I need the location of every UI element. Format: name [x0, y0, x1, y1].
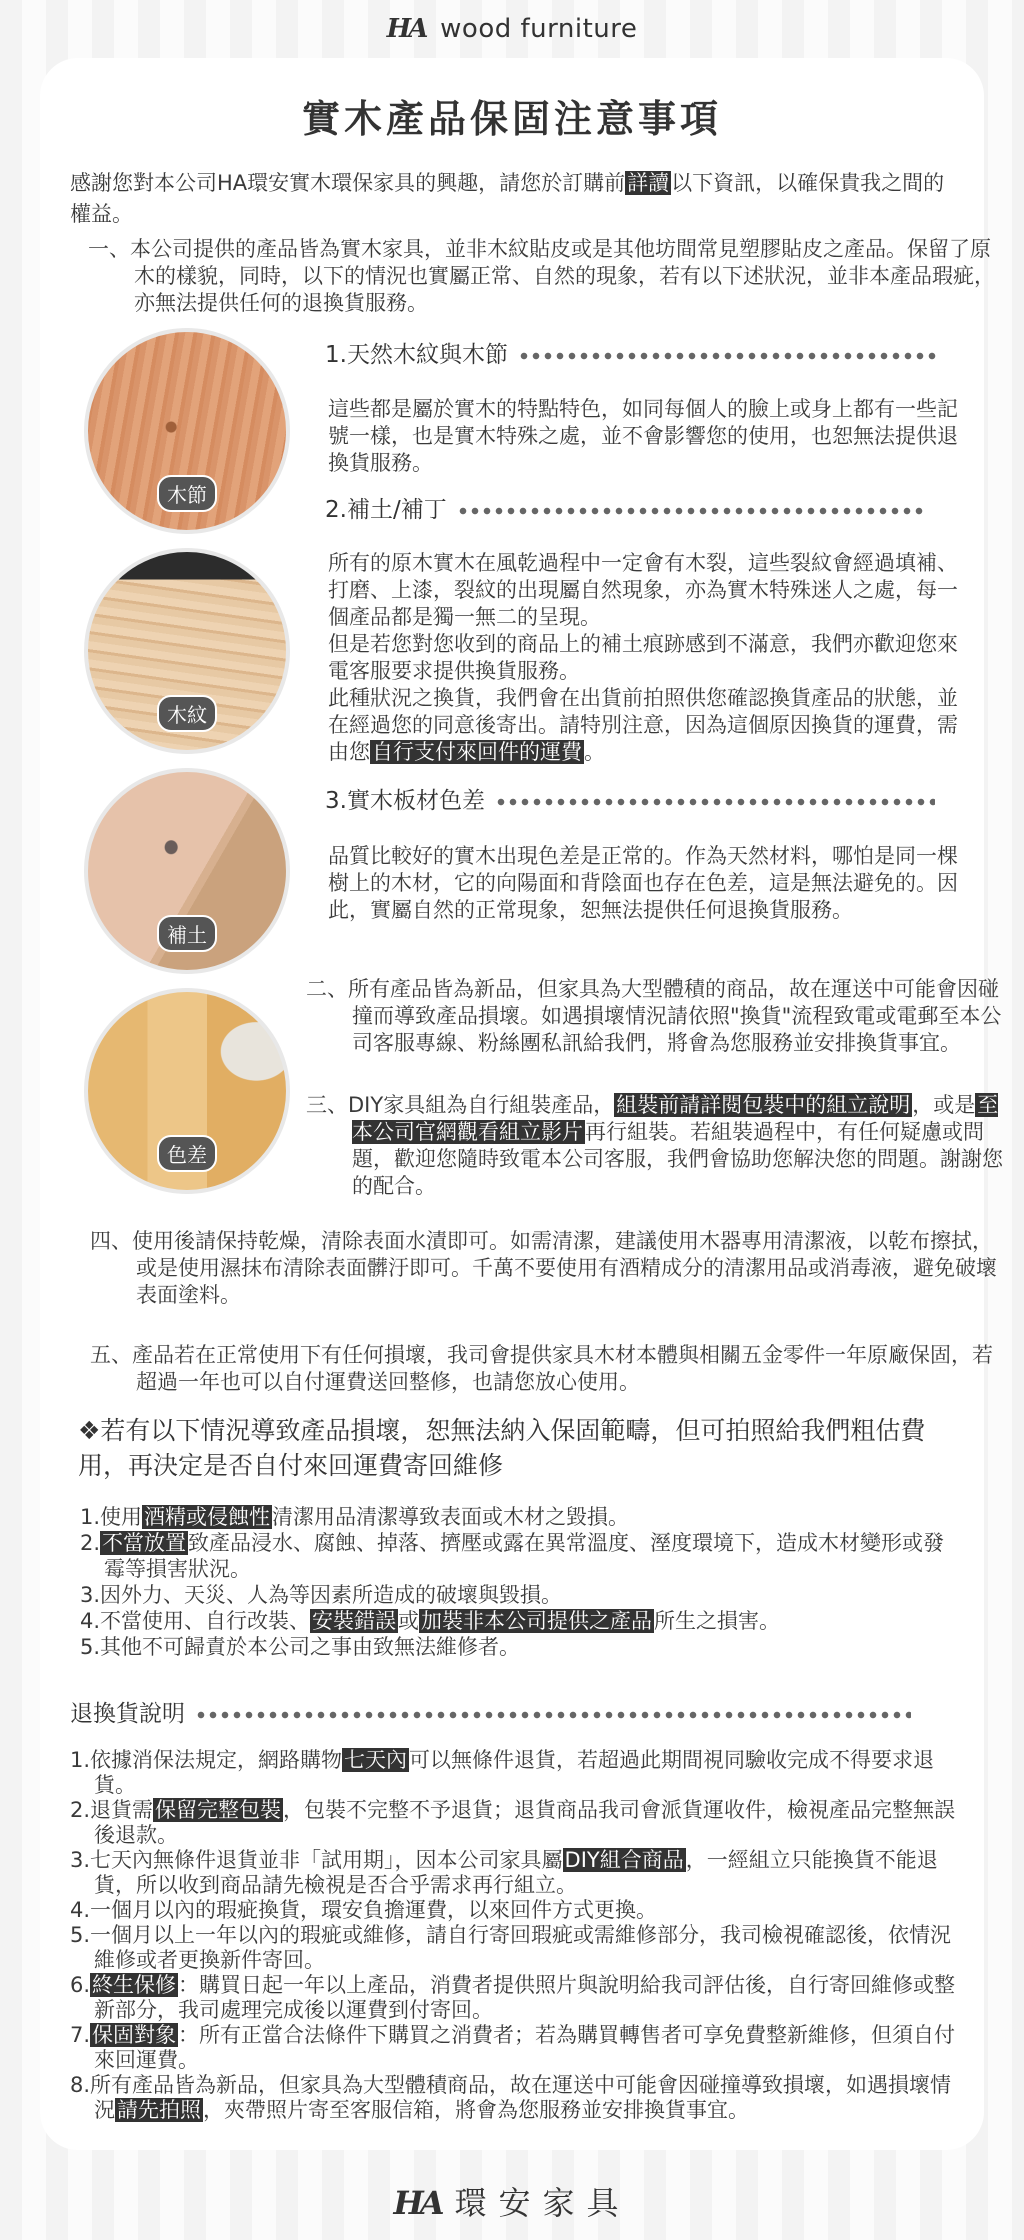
item-text: 所生之損害。	[654, 1609, 781, 1633]
section-3	[306, 1092, 1004, 1200]
list-item	[80, 1530, 960, 1582]
photo-label-grain: 木紋	[157, 695, 217, 732]
returns-heading	[70, 1695, 911, 1728]
wood-knot-photo	[84, 328, 290, 534]
section-5: 五、產品若在正常使用下有任何損壞，我司會提供家具木材本體與相關五金零件一年原廠保固，若超過一年也可以自付運費送回整修，也請您放心使用。	[90, 1343, 993, 1394]
intro-text-end: 以下資訊，以確保貴我之間的權益。	[70, 171, 945, 226]
section-4: 四、使用後請保持乾燥，清除表面水漬即可。如需清潔，建議使用木器專用清潔液，以乾布擦拭，或是使用濕抹布清除表面髒汙即可。千萬不要使用有酒精成分的清潔用品或消毒液，避免破壞表面塗料。	[90, 1229, 997, 1307]
intro-text: 感謝您對本公司HA環安實木環保家具的興趣，請您於訂購前	[70, 171, 626, 195]
exclusion-list	[80, 1504, 960, 1660]
brand-footer	[0, 2178, 1024, 2224]
assembly-video-highlight: 至本公司官網觀看組立影片	[352, 1093, 999, 1144]
item-text: 可以無條件退貨，若超過此期間視同驗收完成不得要求退貨。	[94, 1748, 935, 1797]
diy-highlight: DIY組合商品	[564, 1848, 684, 1872]
sub-2-body	[328, 550, 958, 766]
item-text: 或	[398, 1609, 420, 1633]
sub-2-text-1: 所有的原木實木在風乾過程中一定會有木裂，這些裂紋會經過填補、打磨、上漆，裂紋的出現屬自然現象，亦為實木特殊迷人之處，每一個產品都是獨一無二的呈現。	[328, 551, 958, 629]
intro-highlight: 詳讀	[627, 171, 670, 195]
page-title: 實木產品保固注意事項	[301, 97, 722, 141]
list-item	[80, 1608, 960, 1634]
list-item: 4.一個月以內的瑕疵換貨，環安負擔運費，以來回件方式更換。	[70, 1898, 658, 1922]
returns-heading-text: 退換貨說明	[70, 1701, 185, 1727]
list-item: 3.因外力、天災、人為等因素所造成的破壞與毀損。	[80, 1583, 563, 1607]
section-1: 一、本公司提供的產品皆為實木家具，並非木紋貼皮或是其他坊間常見塑膠貼皮之產品。保留了原木的樣貌，同時，以下的情況也實屬正常、自然的現象，若有以下述狀況，並非本產品瑕疵，亦無法提供任何的退換貨服務。	[88, 237, 995, 315]
list-item	[70, 1973, 960, 2023]
warranty-target-highlight: 保固對象	[92, 2023, 177, 2047]
subheading-1	[325, 336, 938, 369]
color-difference-photo	[84, 988, 290, 1194]
item-text: ，包裝不完整不予退貨；退貨商品我司會派貨運收件，檢視產品完整無誤後退款。	[94, 1798, 956, 1847]
list-item	[70, 1748, 960, 1798]
wood-grain-photo	[84, 548, 290, 754]
shipping-highlight: 自行支付來回件的運費	[372, 740, 582, 764]
item-text: 2.退貨需	[70, 1798, 154, 1822]
brand-name: wood furniture	[440, 14, 638, 44]
sub-2-text-3a: 此種狀況之換貨，我們會在出貨前拍照供您確認換貨產品的狀態，並在經過您的同意後寄出。請特別注意，因為這個原因換貨的運費，需由您	[328, 686, 958, 764]
footer-brand-name: 環安家具	[454, 2184, 631, 2222]
subheading-2	[325, 491, 927, 524]
section-3-text-end: 再行組裝。若組裝過程中，有任何疑慮或問題，歡迎您隨時致電本公司客服，我們會協助您解決您的問題。謝謝您的配合。	[352, 1120, 1003, 1198]
item-text: 8.所有產品皆為新品，但家具為大型體積商品，故在運送中可能會因碰撞導致損壞，如遇損壞情況	[70, 2073, 952, 2122]
sub-2-text-2: 但是若您對您收到的商品上的補土痕跡感到不滿意，我們亦歡迎您來電客服要求提供換貨服務。	[328, 632, 958, 683]
item-text: 1.使用	[80, 1505, 143, 1529]
footer-logo: HA	[393, 2184, 441, 2222]
item-text: ，夾帶照片寄至客服信箱，將會為您服務並安排換貨事宜。	[203, 2098, 749, 2122]
subheading-1-text: 1.天然木紋與木節	[325, 342, 508, 368]
dotted-divider	[495, 798, 935, 806]
assembly-instructions-highlight: 組裝前請詳閱包裝中的組立說明	[616, 1093, 911, 1117]
dotted-divider	[457, 507, 927, 515]
list-item	[70, 1848, 960, 1898]
item-text: 1.依據消保法規定，網路購物	[70, 1748, 343, 1772]
list-item	[70, 2023, 960, 2073]
brand-header	[0, 14, 1024, 44]
item-text: ：購買日起一年以上產品，消費者提供照片與說明給我司評估後，自行寄回維修或整新部分，我司處理完成後以運費到付寄回。	[94, 1973, 956, 2022]
sub-1-body: 這些都是屬於實木的特點特色，如同每個人的臉上或身上都有一些記號一樣，也是實木特殊之處，並不會影響您的使用，也恕無法提供退換貨服務。	[328, 397, 958, 475]
section-3-mid: ，或是	[912, 1093, 976, 1117]
section-2: 二、所有產品皆為新品，但家具為大型體積的商品，故在運送中可能會因碰撞而導致產品損壞。如遇損壞情況請依照"換貨"流程致電或電郵至本公司客服專線、粉絲團私訊給我們，將會為您服務並安排換貨事宜。	[306, 977, 1002, 1055]
item-text: 7.	[70, 2023, 91, 2047]
sub-3-body: 品質比較好的實木出現色差是正常的。作為天然材料，哪怕是同一棵樹上的木材，它的向陽面和背陰面也存在色差，這是無法避免的。因此，實屬自然的正常現象，恕無法提供任何退換貨服務。	[328, 844, 958, 922]
item-text: 3.七天內無條件退貨並非「試用期」，因本公司家具屬	[70, 1848, 563, 1872]
item-text: ：所有正當合法條件下購買之消費者；若為購買轉售者可享免費整新維修，但須自付來回運費。	[94, 2023, 956, 2072]
subheading-2-text: 2.補土/補丁	[325, 497, 447, 523]
item-text: 致產品浸水、腐蝕、掉落、擠壓或露在異常溫度、溼度環境下，造成木材變形或發霉等損害狀況。	[104, 1531, 945, 1581]
item-text: ，一經組立只能換貨不能退貨，所以收到商品請先檢視是否合乎需求再行組立。	[94, 1848, 938, 1897]
install-error-highlight: 安裝錯誤	[312, 1609, 397, 1633]
third-party-parts-highlight: 加裝非本公司提供之產品	[421, 1609, 653, 1633]
brand-logo: HA	[386, 14, 426, 44]
list-item	[80, 1504, 960, 1530]
packaging-highlight: 保留完整包裝	[155, 1798, 282, 1822]
returns-list	[70, 1748, 960, 2123]
list-item: 5.其他不可歸責於本公司之事由致無法維修者。	[80, 1635, 521, 1659]
item-text: 6.	[70, 1973, 91, 1997]
photo-first-highlight: 請先拍照	[117, 2098, 201, 2122]
photo-label-filler: 補土	[157, 915, 217, 952]
list-item: 5.一個月以上一年以內的瑕疵或維修，請自行寄回瑕疵或需維修部分，我司檢視確認後，依情況維修或者更換新件寄回。	[70, 1923, 952, 1972]
content-card	[40, 58, 1003, 2150]
item-text: 2.	[80, 1531, 101, 1555]
sub-2-text-3b: 。	[584, 740, 605, 764]
subheading-3-text: 3.實木板材色差	[325, 788, 485, 814]
warranty-exclusion-notice: ❖若有以下情況導致產品損壞，恕無法納入保固範疇，但可拍照給我們粗估費用，再決定是否自付來回運費寄回維修	[78, 1416, 926, 1480]
list-item	[70, 1798, 960, 1848]
sub-2-text-3	[328, 685, 958, 766]
lifetime-highlight: 終生保修	[92, 1973, 177, 1997]
seven-days-highlight: 七天內	[344, 1748, 408, 1772]
photo-label-color: 色差	[157, 1135, 217, 1172]
dotted-divider	[195, 1711, 911, 1719]
wood-filler-photo	[84, 768, 290, 974]
subheading-3	[325, 782, 935, 815]
alcohol-highlight: 酒精或侵蝕性	[144, 1505, 271, 1529]
list-item	[70, 2073, 960, 2123]
item-text: 4.不當使用、自行改裝、	[80, 1609, 311, 1633]
dotted-divider	[518, 352, 938, 360]
section-3-text: 三、DIY家具組為自行組裝產品，	[306, 1093, 615, 1117]
item-text: 清潔用品清潔導致表面或木材之毀損。	[272, 1505, 630, 1529]
photo-label-knot: 木節	[157, 475, 217, 512]
intro-paragraph	[70, 168, 960, 230]
placement-highlight: 不當放置	[102, 1531, 187, 1555]
